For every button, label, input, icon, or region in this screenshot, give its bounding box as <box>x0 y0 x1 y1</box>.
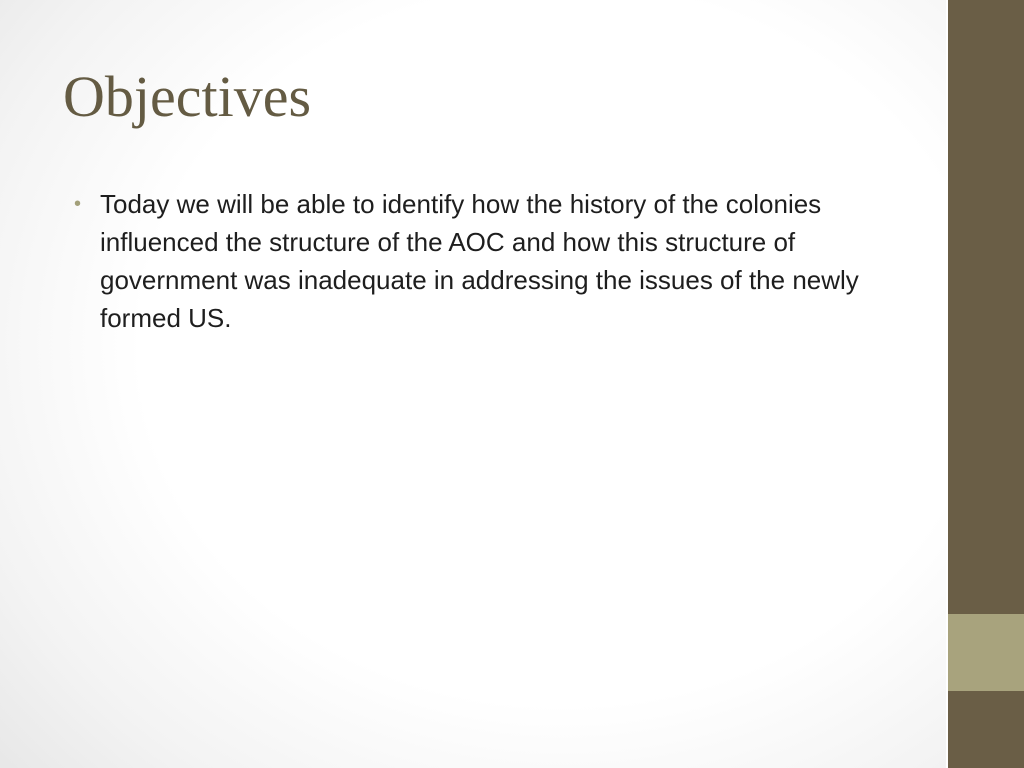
bullet-item <box>70 185 870 337</box>
bullet-text: Today we will be able to identify how the history of the colonies influenced the structure of the AOC and how this structure of government was inadequate in addressing the issues of the newly formed US. <box>100 189 859 333</box>
sidebar-accent-block <box>948 614 1024 691</box>
bullet-dot-icon: • <box>74 193 82 215</box>
decorative-sidebar <box>946 0 1024 768</box>
bullet-list <box>70 185 870 337</box>
slide-title: Objectives <box>63 64 312 129</box>
